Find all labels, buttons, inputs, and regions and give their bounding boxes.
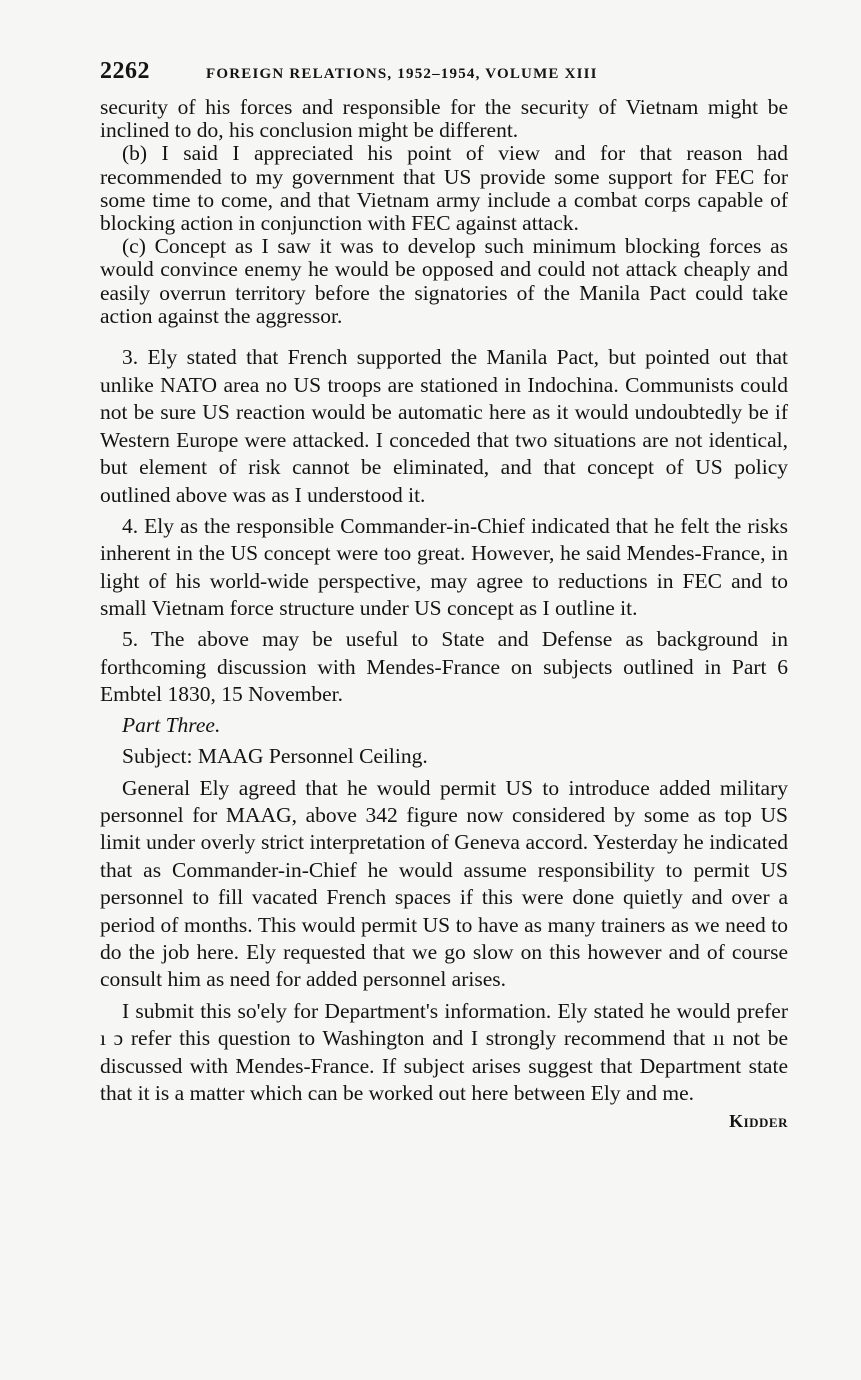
paragraph-point-3: 3. Ely stated that French supported the Manila Pact, but pointed out that unlike NATO area no US troops are stationed in Indochina. Communists could not be sure US reaction would be automatic here as it would undoubtedly be if Western Europe were attacked. I conceded that two situations are not identical, but element of risk cannot be eliminated, and that concept of US policy outlined above was as I understood it. [100,345,788,507]
signature: Kidder [729,1111,788,1132]
paragraph-point-c: (c) Concept as I saw it was to develop such minimum blocking forces as would convince enemy he would be opposed and could not attack cheaply and easily overrun territory before the signatories of the Manila Pact could take action against the aggressor. [100,234,788,328]
part-three-section [100,712,788,1108]
paragraph-point-4: 4. Ely as the responsible Commander-in-Chief indicated that he felt the risks inherent in the US concept were too great. However, he said Mendes-France, in light of his world-wide perspective, may agree to reductions in FEC and to small Vietnam force structure under US concept as I outline it. [100,513,788,621]
paragraph-point-b: (b) I said I appreciated his point of view and for that reason had recommended to my government that US provide some support for FEC for some time to come, and that Vietnam army include a combat corps capable of blocking action in conjunction with FEC against attack. [100,141,788,236]
paragraph-point-5: 5. The above may be useful to State and Defense as background in forthcoming discussion with Mendes-France on subjects outlined in Part 6 Embtel 1830, 15 November. [100,626,788,707]
page-header [100,58,788,96]
numbered-points [100,344,788,709]
running-head: FOREIGN RELATIONS, 1952–1954, VOLUME XIII [206,66,598,82]
continued-points [100,96,788,328]
subject-line: Subject: MAAG Personnel Ceiling. [122,744,428,769]
document-page [100,58,788,1132]
paragraph-maag: General Ely agreed that he would permit US to introduce added military personnel for MAAG, above 342 figure now considered by some as top US limit under overly strict interpretation of Geneva accord. Yesterday he indicated that as Commander-in-Chief he would assume responsibility to permit US personnel to fill vacated French spaces if this were done quietly and over a period of months. This would permit US to have as many trainers as we need to do the job here. Ely requested that we go slow on this however and of course consult him as need for added personnel arises. [100,775,788,992]
section-heading: Part Three. [122,712,221,737]
paragraph-continuation: security of his forces and responsible for the security of Vietnam might be inclined to do, his conclusion might be different. [100,95,788,143]
page-number: 2262 [100,58,150,84]
paragraph-closing: I submit this so'ely for Department's information. Ely stated he would prefer ı ɔ refer this question to Washington and I strongly recommend that ıı not be discussed with Mendes-France. If subject arises suggest that Department state that it is a matter which can be worked out here between Ely and me. [100,998,788,1106]
